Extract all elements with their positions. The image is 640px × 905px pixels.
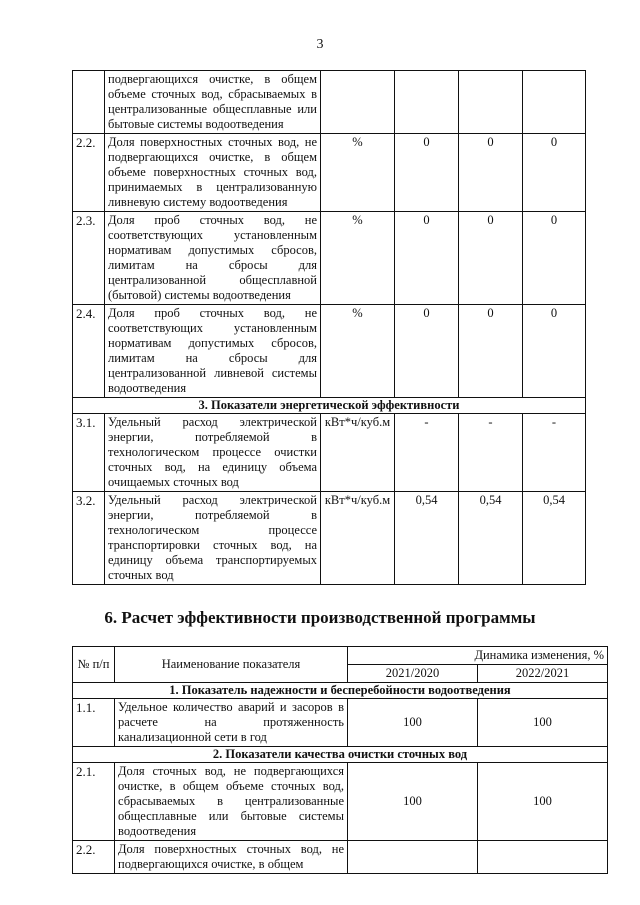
table-row [73, 699, 608, 747]
table-row [73, 134, 586, 212]
col-header-name: Наименование показателя [115, 647, 348, 683]
value-2: 0 [459, 134, 523, 212]
value-1: 0 [395, 134, 459, 212]
efficiency-table-body [73, 683, 608, 874]
row-number: 1.1. [73, 699, 115, 747]
table-row [73, 71, 586, 134]
value-2: - [459, 414, 523, 492]
col-header-2021-2020: 2021/2020 [348, 665, 478, 683]
row-number: 2.1. [73, 763, 115, 841]
value-3: 0 [523, 134, 586, 212]
indicators-table-continued [72, 70, 586, 585]
unit: кВт*ч/куб.м [321, 492, 395, 585]
unit: % [321, 305, 395, 398]
value-1: - [395, 414, 459, 492]
indicator-name: Удельное количество аварий и засоров в расчете на протяженность канализационной сети в год [115, 699, 348, 747]
value-1: 0 [395, 305, 459, 398]
section-row [73, 747, 608, 763]
table-row [73, 841, 608, 874]
value-2022-2021: 100 [478, 699, 608, 747]
value-3: 0 [523, 305, 586, 398]
section-title: 1. Показатель надежности и бесперебойности водоотведения [73, 683, 608, 699]
value-3: 0 [523, 212, 586, 305]
section-title: 3. Показатели энергетической эффективности [73, 398, 586, 414]
row-number: 3.1. [73, 414, 105, 492]
indicator-name: Доля сточных вод, не подвергающихся очистке, в общем объеме сточных вод, сбрасываемых в централизованные общесплавные или бытовые системы водоотведения [115, 763, 348, 841]
value-1: 0 [395, 212, 459, 305]
section-title: 2. Показатели качества очистки сточных вод [73, 747, 608, 763]
value-2022-2021 [478, 841, 608, 874]
unit: кВт*ч/куб.м [321, 414, 395, 492]
value-2: 0 [459, 212, 523, 305]
indicator-name: Доля поверхностных сточных вод, не подвергающихся очистке, в общем объеме поверхностных сточных вод, принимаемых в централизованную ливневую систему водоотведения [105, 134, 321, 212]
row-number [73, 71, 105, 134]
value-2021-2020: 100 [348, 699, 478, 747]
row-number: 2.4. [73, 305, 105, 398]
table-row [73, 414, 586, 492]
value-2: 0,54 [459, 492, 523, 585]
page-number: 3 [316, 37, 324, 52]
value-3: 0,54 [523, 492, 586, 585]
value-1: 0,54 [395, 492, 459, 585]
value-1 [395, 71, 459, 134]
indicator-name: Удельный расход электрической энергии, потребляемой в технологическом процессе очистки сточных вод, на единицу объема очищаемых сточных вод [105, 414, 321, 492]
table-row [73, 763, 608, 841]
value-3 [523, 71, 586, 134]
value-2 [459, 71, 523, 134]
unit [321, 71, 395, 134]
indicator-name: Доля проб сточных вод, не соответствующих установленным нормативам допустимых сбросов, лимитам на сбросы для централизованной общесплавной (бытовой) системы водоотведения [105, 212, 321, 305]
indicator-name: подвергающихся очистке, в общем объеме сточных вод, сбрасываемых в централизованные общесплавные или бытовые системы водоотведения [105, 71, 321, 134]
indicator-name: Доля проб сточных вод, не соответствующих установленным нормативам допустимых сбросов, лимитам на сбросы для централизованной ливневой системы водоотведения [105, 305, 321, 398]
row-number: 2.2. [73, 841, 115, 874]
value-2: 0 [459, 305, 523, 398]
col-header-num: № п/п [73, 647, 115, 683]
indicator-name: Удельный расход электрической энергии, потребляемой в технологическом процессе транспортировки сточных вод, на единицу объема транспортируемых сточных вод [105, 492, 321, 585]
row-number: 2.2. [73, 134, 105, 212]
table-row [73, 212, 586, 305]
table-row [73, 492, 586, 585]
indicator-name: Доля поверхностных сточных вод, не подвергающихся очистке, в общем [115, 841, 348, 874]
section-heading: 6. Расчет эффективности производственной программы [104, 608, 536, 627]
value-2022-2021: 100 [478, 763, 608, 841]
unit: % [321, 134, 395, 212]
value-2021-2020: 100 [348, 763, 478, 841]
table-header-row [73, 647, 608, 665]
efficiency-table [72, 646, 608, 874]
col-header-2022-2021: 2022/2021 [478, 665, 608, 683]
section-row [73, 683, 608, 699]
unit: % [321, 212, 395, 305]
indicators-table-body [73, 71, 586, 585]
row-number: 2.3. [73, 212, 105, 305]
section-row [73, 398, 586, 414]
col-header-dynamics: Динамика изменения, % [348, 647, 608, 665]
table-row [73, 305, 586, 398]
row-number: 3.2. [73, 492, 105, 585]
value-3: - [523, 414, 586, 492]
value-2021-2020 [348, 841, 478, 874]
